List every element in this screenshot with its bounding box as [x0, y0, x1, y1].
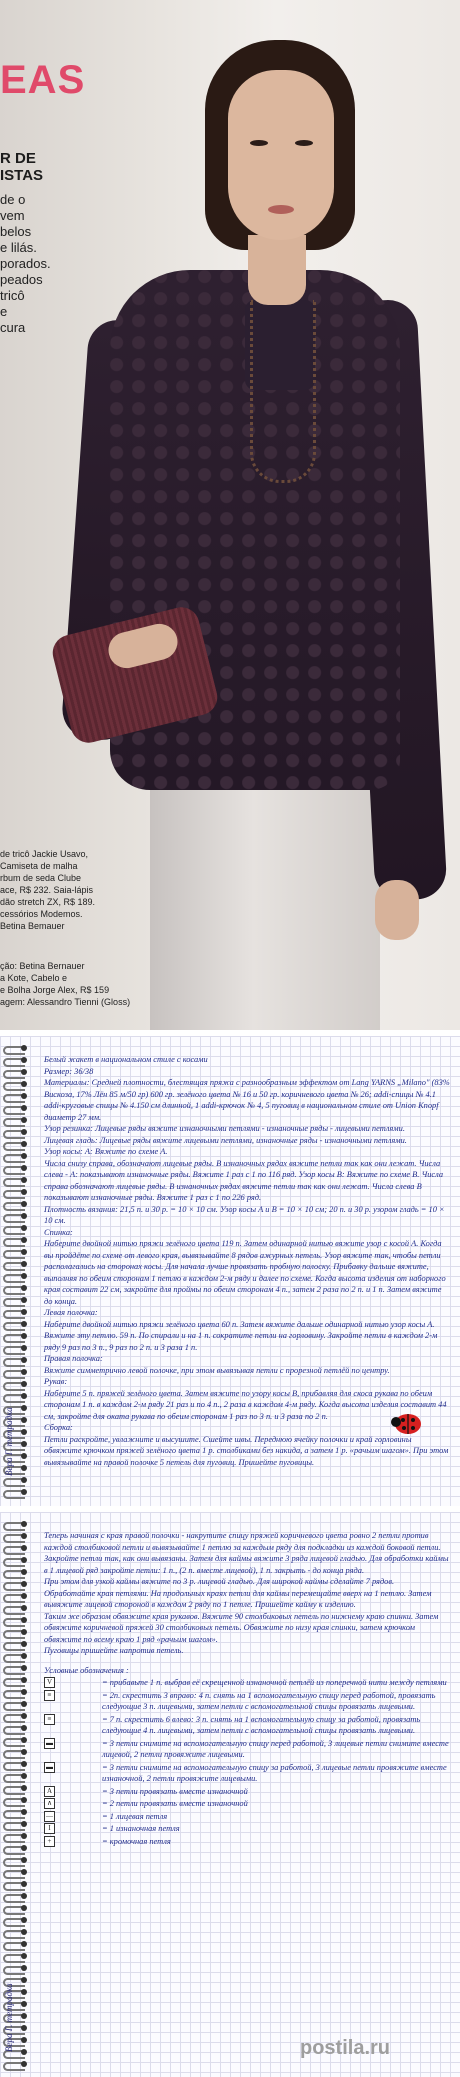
model-lips — [268, 205, 294, 214]
spiral-ring — [3, 1476, 27, 1485]
ladybug-icon — [390, 1408, 424, 1436]
spiral-ring — [3, 1392, 27, 1401]
section-heading: Спинка: — [44, 1227, 73, 1237]
legend-row — [44, 1714, 450, 1737]
credit-line: de tricô Jackie Usavo, — [0, 849, 89, 859]
legend-text: = 7 п. скрестить 6 влево: 3 п. снять на 1 вспомогательную спицу за работой, провязать следующие 4 п. лицевыми, затем петли с вспомогательной спицы провязать лицевыми. — [102, 1714, 421, 1735]
legend-row — [44, 1811, 450, 1823]
spiral-ring — [3, 1712, 27, 1721]
legend-symbol-icon — [44, 1714, 102, 1725]
legend-row — [44, 1690, 450, 1713]
spiral-ring — [3, 1616, 27, 1625]
spiral-ring — [3, 1664, 27, 1673]
spiral-ring — [3, 1880, 27, 1889]
photo-credits — [0, 848, 150, 932]
spiral-ring — [3, 1284, 27, 1293]
spiral-ring — [3, 1308, 27, 1317]
paragraph: Таким же образом обвяжите края рукавов. Вяжите 90 столбиковых петель по нижнему краю спинки. Затем обвяжите коричневой пряжей 30 столбиковых петель. Обвяжите по низу края спинки, затем крючком обвяжите по всему краю 1 ряд «рачьим шагом». — [44, 1611, 439, 1644]
paragraph: Материалы: Средней плотности, блестящая пряжа с разнообразным эффектом от Lang YARNS „Milano" (83% Вискоза, 17% Лён 85 м/50 гр) 600 гр. зелёного цвета № 16 и 50 гр. коричневого цвета № 26; addi-спицы № 4.1 addi-круговые спицы № 4.150 см длинной, 1 addi-крючок № 4, 5 пуговиц в национальном стиле от Union Knopf диаметр 27 мм. — [44, 1078, 450, 1122]
spiral-ring — [3, 1844, 27, 1853]
paragraph: Числа снизу справа, обозначают лицевые ряды. В изнаночных рядах вяжите петли так как они лежат. Числа слева - А: показывают изнаночные ряды. Вяжите 1 раз с 1 по 116 ряд. Узор косы В: Вяжите по схеме В. Числа справа обозначают лицевые ряды. В изнаночных рядах вяжите петли так как они лежат. Числа слева В показывают изнаночные ряды. Вяжите 1 раз с 1 по 226 ряд. — [44, 1158, 444, 1202]
spiral-ring — [3, 1904, 27, 1913]
spiral-ring — [3, 1928, 27, 1937]
stitch-symbol: ≡ — [44, 1714, 55, 1725]
paragraph: Теперь начиная с края правой полочки - накрутите спицу пряжей коричневого цвета ровно 2 петли против каждой столбиковой петли и вывязывайте 1 петлю за каждым ряду для подкладки из каждой боковой петли. Закройте петли так, как они вывязаны. Затем для каймы вяжите 3 ряда лицевой гладью. Для обработки каймы в 1 лицевой ряд закройте петли: 1 п., (2 п. вместе лицевой), 1 п. закрыть - до конца ряда. — [44, 1531, 449, 1575]
spiral-ring — [3, 1296, 27, 1305]
legend-text: = 1 лицевая петля — [102, 1811, 168, 1821]
spiral-ring — [3, 1344, 27, 1353]
spiral-ring — [3, 1200, 27, 1209]
spiral-ring — [3, 1056, 27, 1065]
paragraph: Петли раскройте, увлажните и высушите. Сшейте швы. Переднюю ячейку полочки и край горловины обвяжите крючком пряжей зелёного цвета 1 р. столбиками без накида, а затем 1 р. «рачьим шагом». При этом вывязывайте на правой полочке 5 петель для пуговиц. Пришейте пуговицы. — [44, 1434, 449, 1467]
spiral-ring — [3, 1652, 27, 1661]
spiral-ring — [3, 1748, 27, 1757]
spiral-ring — [3, 2060, 27, 2069]
notebook-page-2 — [0, 1512, 460, 2077]
paragraph: При этом для узкой каймы вяжите по 3 р. лицевой гладью. Для широкой каймы сделайте 7 рядов. — [44, 1577, 395, 1586]
model-neck — [248, 235, 306, 305]
subtitle-line: ISTAS — [0, 167, 44, 184]
side-signature: Вера Г. тетрадка — [4, 1407, 14, 1476]
legend-row — [44, 1836, 450, 1848]
legend-symbol-icon — [44, 1677, 102, 1688]
spiral-ring — [3, 1640, 27, 1649]
spiral-ring — [3, 1092, 27, 1101]
spiral-ring — [3, 1676, 27, 1685]
paragraph: Обработайте края петлями. На продольных краях петли для каймы перемещайте вверх на 1 петлю. Затем вывяжите лицевой стороной в каждом 2 ряду по 1 петле. Пришейте кайму к изделию. — [44, 1588, 432, 1609]
paragraph: Размер: 36/38 — [44, 1066, 94, 1076]
spiral-ring — [3, 1556, 27, 1565]
legend-text: = 3 петли снимите на вспомогательную спицу перед работой, 3 лицевые петли снимите вместе лицевой, 2 петли провяжите лицевыми. — [102, 1738, 449, 1759]
watermark — [300, 2037, 450, 2069]
spiral-ring — [3, 1188, 27, 1197]
stitch-symbol: ▬ — [46, 1762, 53, 1771]
spiral-ring — [3, 1940, 27, 1949]
stitch-symbol: A — [44, 1786, 55, 1797]
legend-text: = 3 петли провязать вместе изнаночной — [102, 1786, 248, 1796]
spiral-ring — [3, 1164, 27, 1173]
section-heading: Сборка: — [44, 1423, 73, 1432]
magazine-body-text — [0, 192, 70, 336]
right-hand — [375, 880, 419, 940]
section-heading: Правая полочка: — [44, 1354, 103, 1363]
spiral-ring — [3, 1760, 27, 1769]
subtitle-line: R DE — [0, 150, 36, 167]
spiral-ring — [3, 1868, 27, 1877]
spiral-ring — [3, 1808, 27, 1817]
spiral-ring — [3, 1068, 27, 1077]
spiral-ring — [3, 1964, 27, 1973]
spiral-ring — [3, 1856, 27, 1865]
credit-line: dão stretch ZX, R$ 189. — [0, 897, 96, 907]
section-heading: Рукав: — [44, 1377, 68, 1386]
spiral-ring — [3, 1332, 27, 1341]
spiral-ring — [3, 1212, 27, 1221]
body-fragment: cura — [0, 320, 26, 335]
spiral-ring — [3, 1236, 27, 1245]
magazine-title: EAS — [0, 58, 86, 102]
legend-symbol-icon — [44, 1690, 102, 1701]
spiral-ring — [3, 1916, 27, 1925]
pattern-text — [44, 1530, 450, 1848]
legend-symbol-icon — [44, 1786, 102, 1797]
legend-symbol-icon — [44, 1798, 102, 1809]
spiral-ring — [3, 1772, 27, 1781]
spiral-ring — [3, 1532, 27, 1541]
spiral-ring — [3, 1128, 27, 1137]
side-signature: Вера Г. тетрадка — [4, 1983, 14, 2052]
paragraph: Вяжите симметрично левой полочке, при этом вывязывая петли с прорезной петлёй по центру. — [44, 1365, 390, 1375]
legend-row — [44, 1798, 450, 1810]
credit-line: ção: Betina Bernauer — [0, 961, 85, 971]
spiral-ring — [3, 1248, 27, 1257]
legend-symbol-icon — [44, 1811, 102, 1822]
legend-row — [44, 1762, 450, 1785]
model-eye — [250, 140, 268, 146]
spiral-ring — [3, 1356, 27, 1365]
legend-text: = прибавьте 1 п. выбрав её скрещенной изнаночной петлёй из поперечной нити между петлями — [102, 1678, 447, 1687]
paragraph: Лицевая гладь: Лицевые ряды вяжите лицевыми петлями, изнаночные ряды - изнаночными петлями. — [44, 1135, 407, 1145]
credit-line: Betina Bemauer — [0, 921, 65, 931]
legend-text: = 2 петли провязать вместе изнаночной — [102, 1799, 248, 1808]
spiral-ring — [3, 1544, 27, 1553]
spiral-ring — [3, 1724, 27, 1733]
legend-text: = кромочная петля — [102, 1836, 171, 1846]
credit-line: cessórios Modemos. — [0, 909, 83, 919]
spiral-ring — [3, 1580, 27, 1589]
body-fragment: e — [0, 304, 8, 319]
spiral-ring — [3, 1272, 27, 1281]
spiral-ring — [3, 1952, 27, 1961]
spiral-ring — [3, 1688, 27, 1697]
spiral-ring — [3, 1784, 27, 1793]
legend-row — [44, 1677, 450, 1689]
body-fragment: porados. — [0, 256, 51, 271]
necklace — [250, 300, 316, 483]
photo-credits-2 — [0, 960, 150, 1008]
paragraph: Наберите 5 п. пряжей зелёного цвета. Затем вяжите по узору косы В, прибавляя для скоса рукава по обеим сторонам 1 п. в каждом 2-м ряду 21 раз и по 4 п., 2 раза в каждом 4-м ряду. Когда высота изделия составит 44 см, закройте для оката рукава по обеим сторонам 1 раз по 3 п. и 3 раза по 2 п. — [44, 1388, 447, 1421]
spiral-ring — [3, 1224, 27, 1233]
spiral-ring — [3, 1736, 27, 1745]
credit-line: e Bolha Jorge Alex, R$ 159 — [0, 985, 110, 995]
spiral-ring — [3, 1604, 27, 1613]
spiral-ring — [3, 1116, 27, 1125]
spiral-ring — [3, 1700, 27, 1709]
legend-text: = 1 изнаночная петля — [102, 1824, 180, 1833]
spiral-ring — [3, 1892, 27, 1901]
spiral-ring — [3, 1796, 27, 1805]
paragraph: Наберите двойной нитью пряжи зелёного цвета 119 п. Затем одинарной нитью вяжите узор с косой А. Когда вы пройдёте по схеме от левого края, вывязывайте 8 рядов ажурных петель. Узор вяжите так, чтобы петли располагались на сторонах косы. Для начала лучше провязать пробную полоску. Прибавку дальше вяжите, выполняя по обеим сторонам 1 петлю в каждом 2-м ряду и далее по схеме. Когда высота изделия от наборного края составит 22 см, закройте для проймы по обеим сторонам 4 п., затем 2 раза по 2 п. и 1 п. Затем вяжите до конца. — [44, 1239, 446, 1306]
spiral-ring — [3, 1380, 27, 1389]
spiral-ring — [3, 1260, 27, 1269]
stitch-symbol: — — [46, 1811, 53, 1820]
credit-line: rbum de seda Clube — [0, 873, 82, 883]
stitch-symbol: V — [44, 1677, 55, 1688]
model-face — [228, 70, 334, 240]
credit-line: a Kote, Cabelo e — [0, 973, 68, 983]
paragraph: Узор косы: А: Вяжите по схеме А. — [44, 1147, 168, 1156]
legend-text: = 2п. скрестить 3 вправо: 4 п. снять на 1 вспомогательную спицу перед работой, провязать следующие 3 п. лицевыми, затем петли с вспомогательной спицы провязать лицевыми. — [102, 1690, 436, 1711]
paragraph: Наберите двойной нитью пряжи зелёного цвета 60 п. Затем вяжите дальше одинарной нитью узор косы А. Вяжите эту петлю. 59 п. По спирали и на 1 п. сократите петли на горловину. Закройте петли в каждом 2-м ряду 9 раз по 3 п., 9 раз по 2 п. и 3 раза 1 п. — [44, 1319, 438, 1352]
stitch-symbol: ▬ — [46, 1738, 53, 1747]
legend-symbol-icon — [44, 1738, 102, 1749]
legend-row — [44, 1823, 450, 1835]
pattern-text — [44, 1054, 450, 1468]
stitch-symbol: I — [44, 1823, 55, 1834]
legend-row — [44, 1786, 450, 1798]
spiral-ring — [3, 1568, 27, 1577]
legend-symbol-icon — [44, 1823, 102, 1834]
stitch-symbol: ≡ — [44, 1690, 55, 1701]
credit-line: Camiseta de malha — [0, 861, 78, 871]
legend-symbol-icon — [44, 1762, 102, 1773]
paragraph: Плотность вязания: 21,5 п. и 30 р. = 10 × 10 см. Узор косы А и В = 10 × 10 см; 20 п. и 30 р. узором гладь = 10 × 10 см. — [44, 1204, 445, 1225]
spiral-ring — [3, 1592, 27, 1601]
spiral-ring — [3, 1044, 27, 1053]
body-fragment: vem — [0, 208, 25, 223]
stitch-symbol: ∧ — [44, 1798, 55, 1809]
spiral-ring — [3, 1628, 27, 1637]
body-fragment: tricô — [0, 288, 25, 303]
spiral-ring — [3, 1080, 27, 1089]
credit-line: agem: Alessandro Tienni (Gloss) — [0, 997, 131, 1007]
paragraph: Узор резинка: Лицевые ряды вяжите изнаночными петлями - изнаночные ряды - лицевыми петлями. — [44, 1124, 405, 1133]
legend-symbol-icon — [44, 1836, 102, 1847]
legend-text: = 3 петли снимите на вспомогательную спицу за работой, 3 лицевые петли провяжите вместе изнаночной, 2 петли провяжите лицевыми. — [102, 1762, 447, 1783]
notebook-page-1 — [0, 1036, 460, 1506]
stitch-symbol: + — [44, 1836, 55, 1847]
watermark-text: postila.ru — [300, 2037, 391, 2059]
spiral-ring — [3, 1320, 27, 1329]
section-heading: Левая полочка: — [44, 1308, 98, 1317]
spiral-ring — [3, 1488, 27, 1497]
paragraph: Белый жакет в национальном стиле с косами — [44, 1055, 208, 1064]
spiral-ring — [3, 1520, 27, 1529]
paragraph: Пуговицы пришейте напротив петель. — [44, 1646, 184, 1655]
body-fragment: peados — [0, 272, 43, 287]
credit-line: ace, R$ 232. Saia-lápis — [0, 885, 94, 895]
spiral-ring — [3, 1368, 27, 1377]
body-fragment: de o — [0, 192, 26, 207]
spiral-ring — [3, 1820, 27, 1829]
spiral-ring — [3, 1832, 27, 1841]
legend-title: Условные обозначения : — [44, 1665, 129, 1675]
spiral-ring — [3, 1176, 27, 1185]
legend-list — [44, 1677, 450, 1847]
magazine-subtitle — [0, 150, 43, 184]
magazine-photo — [0, 0, 460, 1030]
spiral-ring — [3, 1140, 27, 1149]
model-eye — [295, 140, 313, 146]
body-fragment: e lilás. — [0, 240, 37, 255]
body-fragment: belos — [0, 224, 32, 239]
legend-row — [44, 1738, 450, 1761]
spiral-ring — [3, 1104, 27, 1113]
spiral-ring — [3, 1152, 27, 1161]
